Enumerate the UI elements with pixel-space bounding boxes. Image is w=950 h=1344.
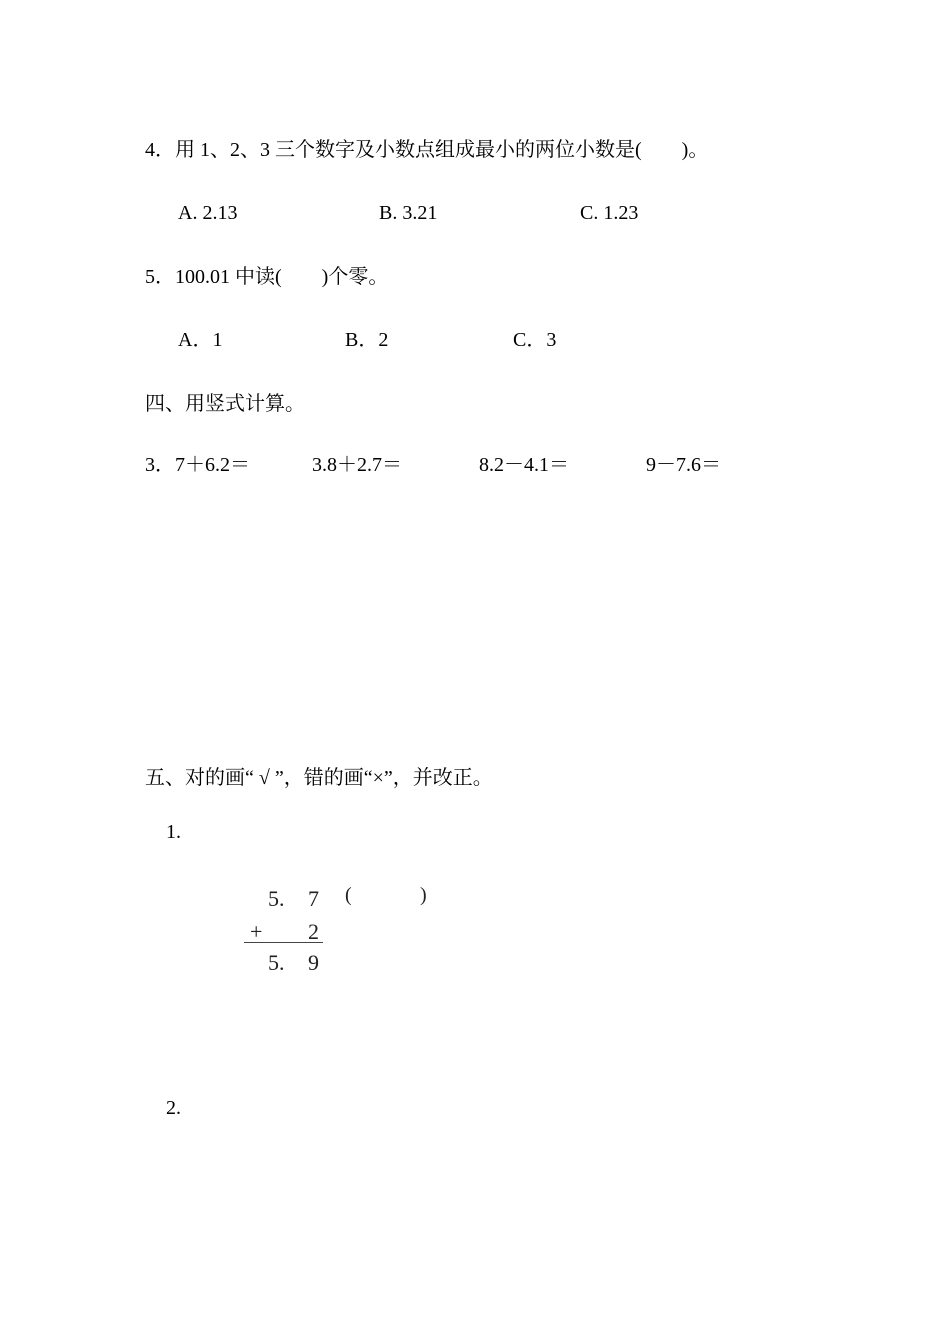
q4-option-b: B. 3.21: [379, 202, 438, 224]
addend-digit: 2: [308, 919, 319, 944]
sum-line: [244, 942, 323, 943]
q4-option-c: C. 1.23: [580, 202, 639, 224]
result-integer-part: 5.: [268, 950, 285, 975]
item1-number: 1.: [166, 821, 181, 843]
q5-option-b: B．2: [345, 329, 389, 351]
section5-title: 五、对的画“ √ ”，错的画“×”，并改正。: [145, 767, 493, 789]
answer-bracket-open: (: [345, 884, 352, 906]
calc-problem-3: 8.2－4.1＝: [479, 454, 569, 476]
result-decimal-digit: 9: [308, 950, 319, 975]
calc-problem-1: 3．7＋6.2＝: [145, 454, 250, 476]
calc-problem-4: 9－7.6＝: [646, 454, 721, 476]
section4-title: 四、用竖式计算。: [145, 393, 305, 415]
top-decimal-digit: 7: [308, 886, 319, 911]
q5-stem: 5．100.01 中读( )个零。: [145, 266, 389, 288]
plus-sign: +: [250, 919, 263, 944]
q4-option-a: A. 2.13: [178, 202, 238, 224]
item2-number: 2.: [166, 1097, 181, 1119]
calc-problem-2: 3.8＋2.7＝: [312, 454, 402, 476]
answer-bracket-close: ): [420, 884, 427, 906]
q5-option-c: C．3: [513, 329, 557, 351]
q4-stem: 4．用 1、2、3 三个数字及小数点组成最小的两位小数是( )。: [145, 139, 709, 161]
top-integer-part: 5.: [268, 886, 285, 911]
q5-option-a: A．1: [178, 329, 223, 351]
